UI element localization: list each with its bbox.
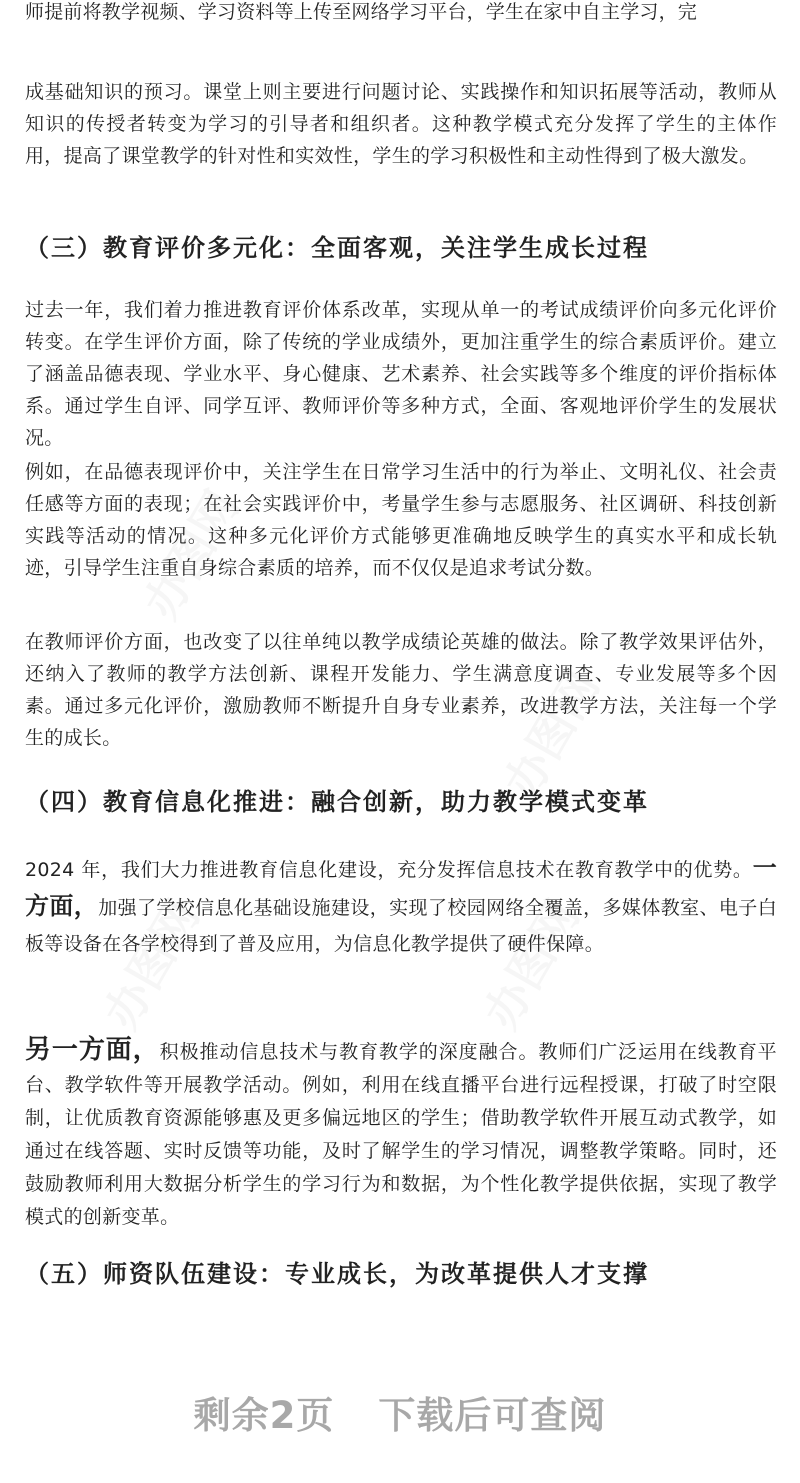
watermark: 办图网: [493, 661, 610, 808]
paragraph-evaluation-example: 例如，在品德表现评价中，关注学生在日常学习生活中的行为举止、文明礼仪、社会责任感等方面的表现；在社会实践评价中，考量学生参与志愿服务、社区调研、科技创新实践等活动的情况。这种多元化评价方式能够更准确地反映学生的真实水平和成长轨迹，引导学生注重自身综合素质的培养，而不仅仅是追求考试分数。: [25, 461, 777, 579]
paragraph-text: 积极推动信息技术与教育教学的深度融合。教师们广泛运用在线教育平台、教学软件等开展教学活动。例如，利用在线直播平台进行远程授课，打破了时空限制，让优质教育资源能够惠及更多偏远地区的学生；借助教学软件开展互动式教学，如通过在线答题、实时反馈等功能，及时了解学生的学习情况，调整教学策略。同时，还鼓励教师利用大数据分析学生的学习行为和数据，为个性化教学提供依据，实现了教学模式的创新变革。: [25, 1041, 777, 1228]
paragraph-flipped-classroom: 成基础知识的预习。课堂上则主要进行问题讨论、实践操作和知识拓展等活动，教师从知识的传授者转变为学习的引导者和组织者。这种教学模式充分发挥了学生的主体作用，提高了课堂教学的针对性和实效性，学生的学习积极性和主动性得到了极大激发。: [25, 81, 777, 167]
section-heading-5: （五）师资队伍建设：专业成长，为改革提供人才支撑: [25, 1259, 649, 1288]
watermark: 办图网: [93, 891, 210, 1038]
paragraph-evaluation-reform: 过去一年，我们着力推进教育评价体系改革，实现从单一的考试成绩评价向多元化评价转变。在学生评价方面，除了传统的学业成绩外，更加注重学生的综合素质评价。建立了涵盖品德表现、学业水平、身心健康、艺术素养、社会实践等多个维度的评价指标体系。通过学生自评、同学互评、教师评价等多种方式，全面、客观地评价学生的发展状况。: [25, 299, 777, 449]
paragraph-text: 势。: [713, 859, 753, 881]
paragraph-text: 加强了学校信息化基础设施建设，实现了校园网络全覆盖，多媒体教室、电子白板等设备在各学校得到了普及应用，为信息化教学提供了硬件保障。: [25, 897, 777, 955]
lead-phrase: 一方面，: [25, 853, 777, 920]
lead-phrase: 另一方面，: [25, 1035, 160, 1065]
watermark: 办图网: [473, 891, 590, 1038]
continued-line: 师提前将教学视频、学习资料等上传至网络学习平台，学生在家中自主学习，完: [25, 1, 698, 23]
paragraph-line: 2024 年，我们大力推进教育信息化建设，充分发挥信息技术在教育教学中的优: [25, 859, 714, 881]
paragraph-deep-integration: [25, 1034, 777, 1234]
document-page: [25, 0, 777, 1483]
section-heading-4: （四）教育信息化推进：融合创新，助力教学模式变革: [25, 787, 649, 816]
download-banner[interactable]: [0, 1385, 800, 1439]
download-to-view-label[interactable]: 下载后可查阅: [378, 1394, 607, 1437]
watermark: 办图网: [133, 481, 250, 628]
remaining-pages-label: 剩余2页: [193, 1394, 335, 1437]
section-heading-3: （三）教育评价多元化：全面客观，关注学生成长过程: [25, 233, 649, 262]
paragraph-informatization: [25, 850, 777, 962]
paragraph-teacher-evaluation: 在教师评价方面，也改变了以往单纯以教学成绩论英雄的做法。除了教学效果评估外，还纳入了教师的教学方法创新、课程开发能力、学生满意度调查、专业发展等多个因素。通过多元化评价，激励教师不断提升自身专业素养，改进教学方法，关注每一个学生的成长。: [25, 631, 777, 749]
